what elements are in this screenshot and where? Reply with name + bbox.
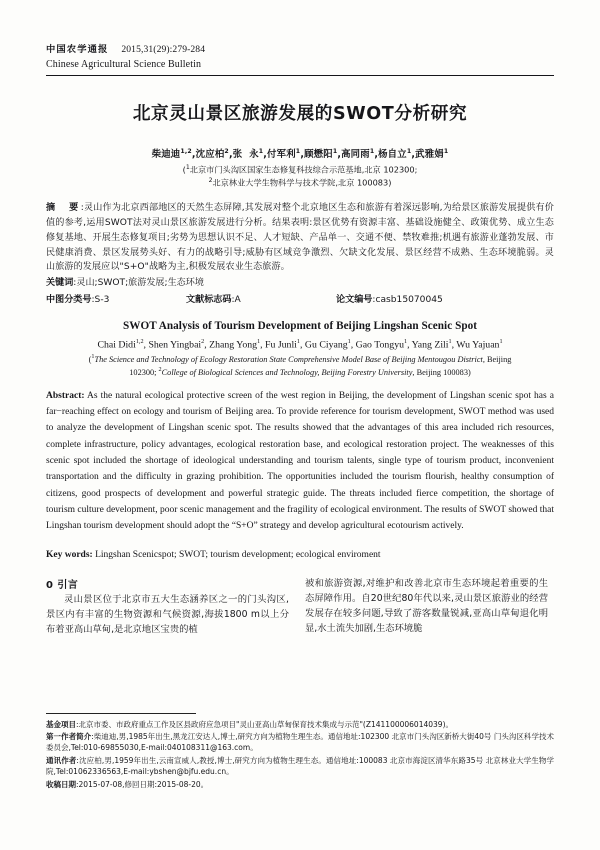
body-column-left [46,576,289,637]
authors-en: Chai Didi$^{1,2}$, Shen Yingbai$^2$, Zhang Yong$^1$, Fu Junli$^1$, Gu Ciyang$^1$, Gao Tongyu$^1$, Yang Zili$^1$, Wu Yajuan$^1$ [97,338,503,351]
affiliation-en-1-italic: The Science and Technology of Ecology Restoration State Comprehensive Model Base of Beijing Mentougou District [94,355,483,365]
footnote-first-author-label: 第一作者简介 [46,732,92,742]
section-title: 引言 [57,579,79,591]
section-heading-introduction [46,576,289,591]
footnote-corresponding-author [46,755,554,778]
footnote-first-author [46,731,554,754]
journal-header-line1 [46,44,554,57]
body-paragraph-left: 灵山景区位于北京市五大生态涵养区之一的门头沟区,景区内有丰富的生物资源和气候资源,海拔1800 m以上分布着亚高山草甸,是北京地区宝贵的植 [46,593,289,635]
footnotes [46,713,554,790]
document-code: 文献标志码:A [186,294,241,305]
affiliation-en-2-italic: College of Biological Sciences and Technology, Beijing Forestry University [161,367,413,377]
body-paragraph-right: 被和旅游资源,对维护和改善北京市生态环境起着重要的生态屏障作用。自20世纪80年代以来,灵山景区旅游业的经营发展存在较多问题,导致了游客数量锐减,亚高山草甸退化明显,水土流失加剧,生态环境脆 [305,577,548,634]
header-divider [46,75,554,76]
footnote-divider [46,713,196,714]
footnote-first-author-text: :柴迪迪,男,1985年出生,黑龙江安达人,博士,研究方向为植物生理生态。通信地址:102300 北京市门头沟区新桥大街40号 门头沟区科学技术委员会,Tel:010-69855030,E-mail:040108311@163.com。 [46,732,555,753]
affiliation-en-1-tail: , Beijing [482,355,512,365]
classification-line [46,293,554,308]
abstract-cn-label: 摘 要 [46,203,81,214]
section-number: 0 [46,579,54,591]
footnote-corresponding-label: 通讯作者 [46,755,77,765]
affiliation-cn-1: ($^1$北京市门头沟区国家生态修复科技综合示范基地,北京 102300; [182,164,418,175]
authors-cn: 柴迪迪$^{1,2}$,沈应柏$^2$,张 永$^1$,付军利$^1$,顾懋阳$^1$,高同雨$^1$,杨自立$^1$,武雅娟$^1$ [151,147,449,161]
affiliation-cn-2: $^2$北京林业大学生物科学与技术学院,北京 100083) [208,176,392,188]
keywords-cn-label: 关键词 [46,277,74,288]
abstract-en [46,388,554,535]
abstract-cn-text: :灵山作为北京西部地区的天然生态屏障,其发展对整个北京地区生态和旅游有着深远影响,为给景区旅游发展提供有价值的参考,运用SWOT法对灵山景区旅游发展进行分析。结果表明:景区优势有资源丰富、基础设施健全、政策优势、成立生态修复基地、开展生态修复项目;劣势为思想认识不足、人才短缺、产品单一、交通不便、禁牧难推;机遇有旅游业蓬勃发展、市民健康消费、景区发展势头好、有力的战略引导;威胁有区域竞争激烈、欠缺文化发展、景区经营不成熟、生态环境脆弱。灵山旅游的发展应以"S+O"战略为主,积极发展农业生态旅游。 [46,203,554,273]
body-column-right [305,576,548,637]
journal-name-cn: 中国农学通报 [46,44,109,55]
footnote-corresponding-text: :沈应柏,男,1959年出生,云南宣威人,教授,博士,研究方向为植物生理生态。通信地址:100083 北京市海淀区清华东路35号 北京林业大学生物学院,Tel:01062336563,E-mail:ybshen@bjfu.edu.cn。 [46,755,555,777]
journal-header [46,44,554,71]
footnote-dates [46,779,554,790]
footnote-fund-text: :北京市委、市政府重点工作及区县政府应急项目"灵山亚高山草甸保育技术集成与示范"(Z141100006014039)。 [76,719,453,729]
page-title-cn: 北京灵山景区旅游发展的SWOT分析研究 [132,104,468,125]
keywords-cn-text: :灵山;SWOT;旅游发展;生态环境 [73,277,204,288]
keywords-cn [46,276,554,291]
affiliation-en-1: ($^1$The Science and Technology of Ecology Restoration State Comprehensive Model Base of Beijing Mentougou District, Beijing [88,353,512,365]
journal-volume-info: 2015,31(29):279-284 [121,44,206,55]
keywords-en-label: Key words: [46,549,93,560]
affiliation-en-2-tail: , Beijing 100083) [412,367,471,377]
footnote-dates-text: :2015-07-08,修回日期:2015-08-20。 [76,779,209,789]
abstract-cn [46,201,554,275]
keywords-en [46,547,554,563]
footnote-dates-label: 收稿日期 [46,779,76,789]
affiliations-en [46,353,554,378]
footnote-fund [46,719,554,730]
journal-name-en: Chinese Agricultural Science Bulletin [46,58,202,70]
clc-number: 中图分类号:S-3 [46,294,110,305]
body-columns [46,576,554,637]
affiliation-en-2: 102300; $^2$College of Biological Sciences and Technology, Beijing Forestry University, Beijing 100083) [129,366,471,377]
paper-number: 论文编号:casb15070045 [336,294,443,305]
abstract-en-label: Abstract: [46,390,85,401]
page-title-en: SWOT Analysis of Tourism Development of Beijing Lingshan Scenic Spot [122,320,478,333]
footnote-fund-label: 基金项目 [46,719,76,729]
keywords-en-text: Lingshan Scenicspot; SWOT; tourism development; ecological enviroment [92,549,381,560]
abstract-en-text: As the natural ecological protective screen of the west region in Beijing, the development of Lingshan scenic spot has a far−reaching effect on ecology and tourism of Beijing area. To provide reference for tourism development, SWOT method was used to analyze the development of Lingshan scenic spot. The results showed that the advantages of this area included rich resources, complete infrastructure, policy advantages, ecological restoration base, and ecological restoration project. The weaknesses of this scenic spot included the shortage of ideological understanding and tourism talents, single type of tourism product, inconvenient transportation and the difficulty in grazing prohibition. The opportunities included the tourism flourish, healthy consumption of citizens, good prospects of development and powerful strategic guide. The threats included fierce competition, the shortage of tourism culture development, poor scenic management and the fragility of ecological environment. The results of SWOT showed that Lingshan tourism development should adopt the “S+O” strategy and develop agricultural ecotourism actively. [46,390,554,532]
affiliations-cn [46,164,554,189]
